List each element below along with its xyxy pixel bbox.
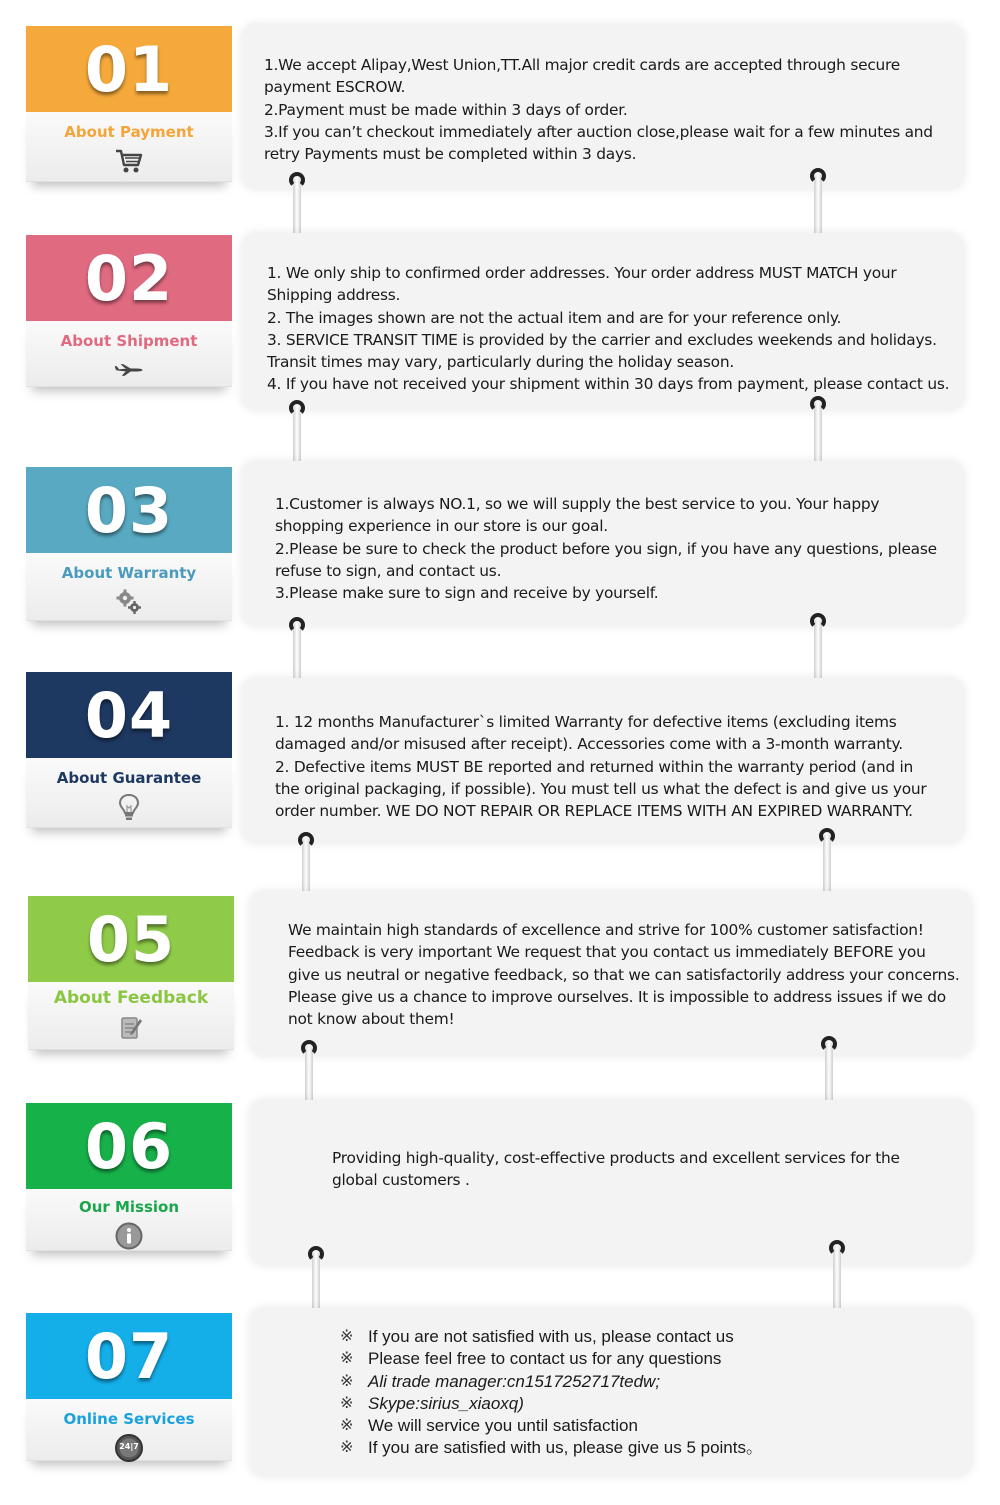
text-line: order number. WE DO NOT REPAIR OR REPLACE ITEMS WITH AN EXPIRED WARRANTY. [275, 802, 913, 821]
online-services-card [250, 1308, 972, 1476]
payment-info-card [242, 24, 964, 189]
section-number: 01 [26, 26, 232, 112]
reference-mark-icon: ※ [340, 1372, 354, 1390]
text-line: global customers . [332, 1171, 470, 1190]
text-line: 3. SERVICE TRANSIT TIME is provided by the carrier and excludes weekends and holidays. [267, 330, 937, 349]
list-item: ※ Please feel free to contact us for any questions [340, 1348, 763, 1370]
text-line: the original packaging, if possible). You must tell us what the defect is and give us your [275, 779, 927, 798]
text-line: not know about them! [288, 1010, 455, 1029]
section-label: About Warranty [61, 564, 197, 582]
text-line: 2. The images shown are not the actual item and are for your reference only. [267, 308, 842, 327]
section-04-tab [26, 672, 232, 828]
section-06-tab [26, 1103, 232, 1251]
text-line: 2. Defective items MUST BE reported and returned within the warranty period (and in [275, 757, 914, 776]
mission-info-card [250, 1100, 972, 1265]
text-line: 4. If you have not received your shipment within 30 days from payment, please contact us. [267, 375, 950, 394]
text-line: 1. 12 months Manufacturer`s limited Warranty for defective items (excluding items [275, 713, 897, 731]
section-number: 02 [26, 235, 232, 321]
reference-mark-icon: ※ [340, 1394, 354, 1412]
text-line: Feedback is very important We request that you contact us immediately BEFORE you [288, 943, 926, 962]
reference-mark-icon: ※ [340, 1350, 354, 1368]
section-label: About Shipment [60, 332, 198, 350]
reference-mark-icon: ※ [340, 1439, 354, 1457]
clock-24-7-label: 24|7 [119, 1442, 139, 1451]
section-number: 05 [28, 896, 234, 982]
text-line: 1.Customer is always NO.1, so we will supply the best service to you. Your happy [275, 495, 880, 513]
text-line: We maintain high standards of excellence and strive for 100% customer satisfaction! [288, 921, 924, 939]
text-line: 2.Please be sure to check the product before you sign, if you have any questions, please [275, 539, 937, 558]
section-number: 04 [26, 672, 232, 758]
section-01-tab [26, 26, 232, 182]
guarantee-info-card [242, 678, 964, 843]
text-line: retry Payments must be completed within 3 days. [264, 145, 637, 164]
section-label: About Payment [64, 123, 194, 141]
section-number: 06 [26, 1103, 232, 1189]
list-item: ※ Skype:sirius_xiaoxq) [340, 1393, 763, 1415]
section-03-tab [26, 467, 232, 621]
section-label: About Guarantee [56, 769, 202, 787]
text-line: damaged and/or misused after receipt). Accessories come with a 3-month warranty. [275, 735, 903, 754]
warranty-info-card [242, 461, 964, 626]
section-number: 03 [26, 467, 232, 553]
info-icon [114, 1221, 144, 1250]
feedback-info-card [250, 891, 972, 1056]
list-item: ※ If you are satisfied with us, please give us 5 points。 [340, 1437, 763, 1459]
reference-mark-icon: ※ [340, 1417, 354, 1435]
text-line: 1. We only ship to confirmed order addresses. Your order address MUST MATCH your [267, 264, 897, 282]
section-label: About Feedback [53, 988, 209, 1008]
text-line: refuse to sign, and contact us. [275, 561, 502, 580]
section-number: 07 [26, 1313, 232, 1399]
section-label: Online Services [63, 1410, 195, 1428]
list-item: ※ If you are not satisfied with us, please contact us [340, 1326, 763, 1348]
text-line: Providing high-quality, cost-effective products and excellent services for the [332, 1149, 900, 1167]
text-line: Transit times may vary, particularly during the holiday season. [267, 353, 734, 372]
text-line: 1.We accept Alipay,West Union,TT.All major credit cards are accepted through secure [264, 56, 900, 74]
text-line: 3.Please make sure to sign and receive by yourself. [275, 584, 659, 603]
section-02-tab [26, 235, 232, 387]
shopping-cart-icon [114, 146, 144, 176]
list-item: ※ Ali trade manager:cn1517252717tedw; [340, 1371, 763, 1393]
text-line: give us neutral or negative feedback, so that we can satisfactorily address your concerns. [288, 965, 960, 984]
list-item: ※ We will service you until satisfaction [340, 1415, 763, 1437]
clock-24-7-icon [114, 1433, 144, 1460]
lightbulb-icon [114, 792, 144, 822]
text-line: 2.Payment must be made within 3 days of order. [264, 100, 628, 119]
text-line: Please give us a chance to improve ourselves. It is impossible to address issues if we do [288, 987, 946, 1006]
section-label: Our Mission [78, 1198, 180, 1216]
shipment-info-card [242, 233, 964, 410]
airplane-icon [114, 355, 144, 385]
text-line: Shipping address. [267, 286, 401, 305]
section-05-tab [28, 896, 234, 1050]
reference-mark-icon: ※ [340, 1328, 354, 1345]
gears-icon [114, 587, 144, 617]
text-line: payment ESCROW. [264, 78, 406, 97]
edit-note-icon [116, 1012, 146, 1042]
section-07-tab [26, 1313, 232, 1461]
text-line: 3.If you can’t checkout immediately after auction close,please wait for a few minutes and [264, 122, 933, 141]
text-line: shopping experience in our store is our goal. [275, 517, 608, 536]
